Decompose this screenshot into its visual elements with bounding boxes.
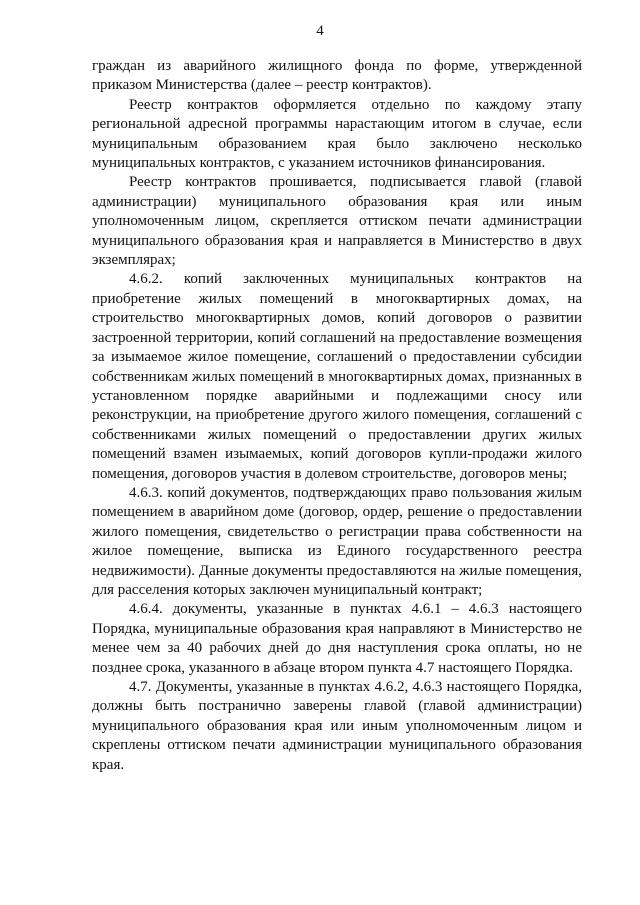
paragraph-4-6-2: 4.6.2. копий заключенных муниципальных контрактов на приобретение жилых помещений в многоквартирных домах, на строительство многоквартирных домов, копий договоров о развитии застроенной территории, копий соглашений на предоставление возмещения за изымаемое жилое помещение, соглашений о предоставлении субсидии собственникам жилых помещений в многоквартирных домах, признанных в установленном порядке аварийными и подлежащими сносу или реконструкции, на приобретение другого жилого помещения, соглашений с собственниками жилых помещений о предоставлении других жилых помещений взамен изымаемых, копий договоров купли-продажи жилого помещения, договоров участия в долевом строительстве, договоров мены; <box>92 271 582 482</box>
paragraph-registry-formation: Реестр контрактов оформляется отдельно по каждому этапу региональной адресной программы нарастающим итогом в случае, если муниципальным образованием края было заключено несколько муниципальных контрактов, с указанием источников финансирования. <box>92 96 582 172</box>
page-number: 4 <box>316 23 324 39</box>
paragraph-4-6-3: 4.6.3. копий документов, подтверждающих право пользования жилым помещением в аварийном доме (договор, ордер, решение о предоставлении жилого помещения, свидетельство о регистрации права собственности на жилое помещение, выписка из Единого государственного реестра недвижимости). Данные документы предоставляются на жилые помещения, для расселения которых заключен муниципальный контракт; <box>92 484 582 598</box>
paragraph-4-7: 4.7. Документы, указанные в пунктах 4.6.2, 4.6.3 настоящего Порядка, должны быть постранично заверены главой (главой администрации) муниципального образования края или иным уполномоченным лицом и скреплены оттиском печати администрации муниципального образования края. <box>92 679 582 773</box>
paragraph-4-6-4: 4.6.4. документы, указанные в пунктах 4.6.1 – 4.6.3 настоящего Порядка, муниципальные образования края направляют в Министерство не менее чем за 40 рабочих дней до дня наступления срока оплаты, но не позднее срока, указанного в абзаце втором пункта 4.7 настоящего Порядка. <box>92 601 582 676</box>
paragraph-registry-signing: Реестр контрактов прошивается, подписывается главой (главой администрации) муниципального образования края или иным уполномоченным лицом, скрепляется оттиском печати администрации муниципального образования края и направляется в Министерство в двух экземплярах; <box>92 174 582 269</box>
paragraph-continuation: граждан из аварийного жилищного фонда по форме, утвержденной приказом Министерства (далее – реестр контрактов). <box>92 58 582 94</box>
document-body <box>92 57 582 775</box>
